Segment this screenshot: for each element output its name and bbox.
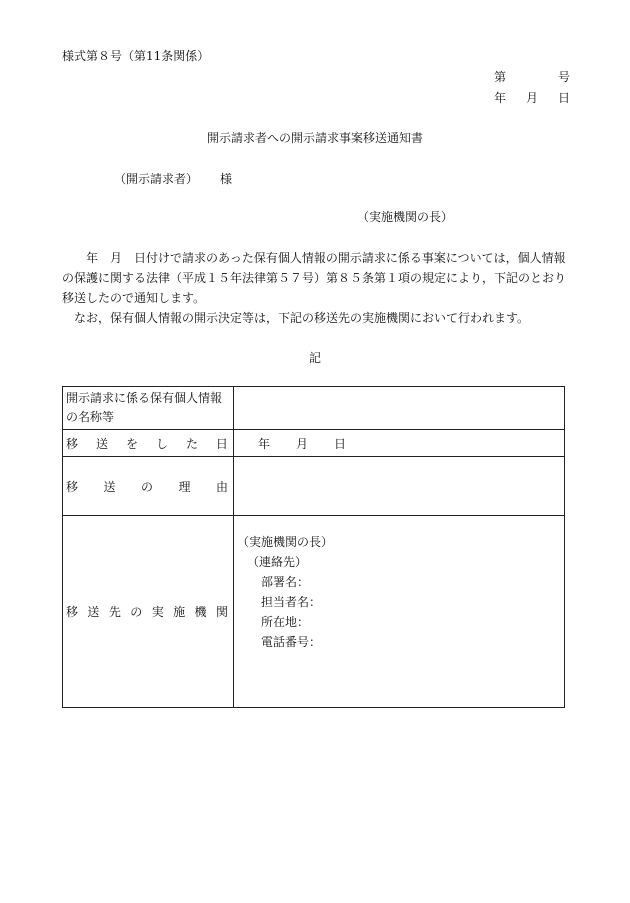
row-value-transfer-date xyxy=(234,430,565,457)
document-number xyxy=(494,69,570,85)
body-paragraph-2: なお，保有個人情報の開示決定等は，下記の移送先の実施機関において行われます。 xyxy=(74,311,530,325)
transfer-date-year: 年 xyxy=(258,436,271,451)
date-year: 年 xyxy=(494,91,507,105)
row-value-info-name xyxy=(234,387,565,430)
document-number-prefix: 第 xyxy=(494,70,507,84)
table-row xyxy=(63,457,565,516)
body-paragraph-1: 年 月 日付けで請求のあった保有個人情報の開示請求に係る事案については，個人情報の保護に関する法律（平成１５年法律第５７号）第８５条第１項の規定により，下記のとおり移送したので通知します。 xyxy=(62,251,567,305)
destination-phone: 電話番号： xyxy=(261,635,322,649)
destination-head: （実施機関の長） xyxy=(237,535,334,549)
transfer-date-day: 日 xyxy=(334,436,347,451)
row-label-info-name: 開示請求に係る保有個人情報の名称等 xyxy=(63,387,234,430)
document-title: 開示請求者への開示請求事案移送通知書 xyxy=(206,131,423,145)
form-number: 様式第８号（第11条関係） xyxy=(62,49,210,63)
destination-contact: （連絡先） xyxy=(247,555,308,569)
row-label-transfer-date: 移 送 を し た 日 xyxy=(63,430,234,457)
row-label-transfer-reason: 移 送 の 理 由 xyxy=(63,457,234,516)
document-date xyxy=(494,90,570,106)
table-row xyxy=(63,430,565,457)
recipient-label: （開示請求者） xyxy=(114,172,199,186)
row-value-destination xyxy=(234,516,565,708)
body-text xyxy=(62,248,570,328)
destination-address: 所在地： xyxy=(261,615,310,629)
row-value-transfer-reason xyxy=(234,457,565,516)
transfer-info-table xyxy=(62,386,565,708)
transfer-date-month: 月 xyxy=(296,436,309,451)
destination-person: 担当者名： xyxy=(261,595,322,609)
row-label-destination: 移 送 先 の 実 施 機 関 xyxy=(63,516,234,708)
document-number-suffix: 号 xyxy=(558,70,571,84)
destination-department: 部署名： xyxy=(261,575,310,589)
recipient-honorific: 様 xyxy=(220,172,233,186)
ki-heading: 記 xyxy=(308,351,321,365)
date-month: 月 xyxy=(526,91,539,105)
recipient xyxy=(114,171,232,187)
table-row xyxy=(63,516,565,708)
table-row xyxy=(63,387,565,430)
sender: （実施機関の長） xyxy=(357,210,454,224)
date-day: 日 xyxy=(558,91,571,105)
